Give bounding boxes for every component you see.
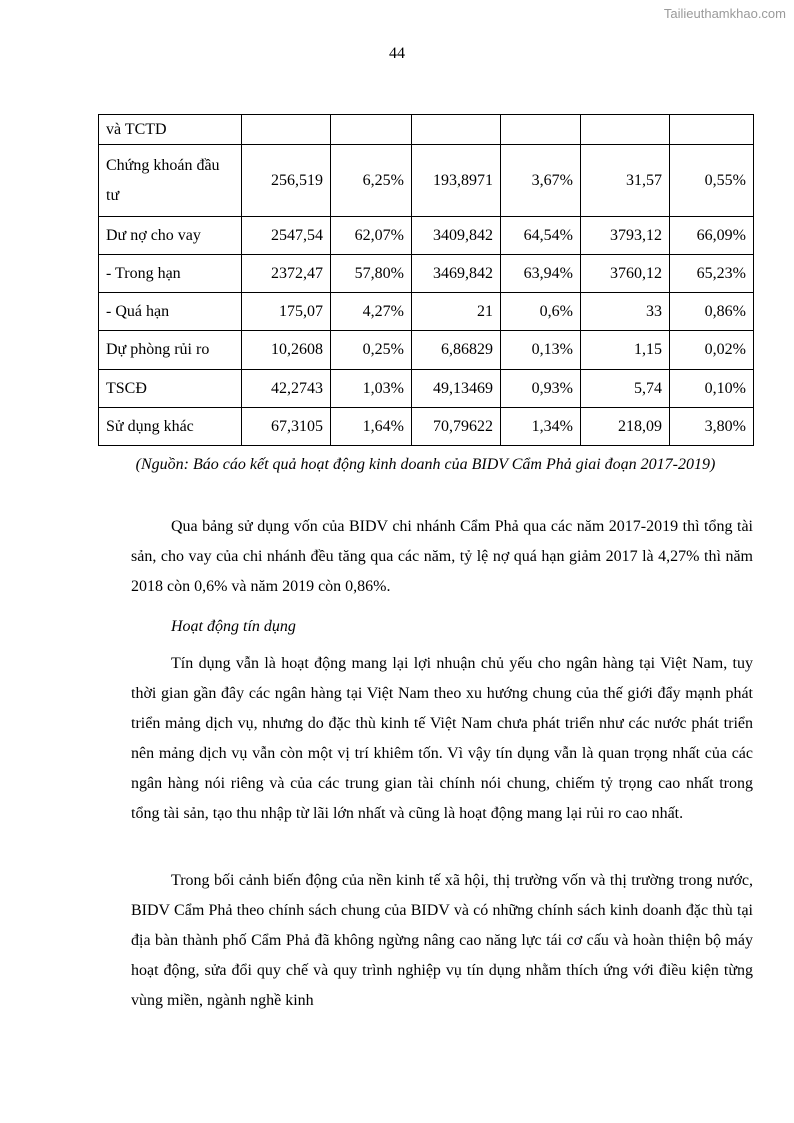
table-cell: 1,34%	[501, 408, 581, 446]
page-number: 44	[389, 45, 405, 62]
table-row	[99, 217, 754, 255]
paragraph	[131, 512, 753, 602]
table-cell: 67,3105	[242, 408, 331, 446]
table-cell: 0,55%	[670, 145, 754, 217]
table-cell: 3,67%	[501, 145, 581, 217]
table-cell: 1,15	[581, 331, 670, 370]
table-cell: 33	[581, 293, 670, 331]
table-cell: 256,519	[242, 145, 331, 217]
table-cell: 31,57	[581, 145, 670, 217]
table-cell: 3760,12	[581, 255, 670, 293]
table-cell	[501, 115, 581, 145]
table-cell: 0,6%	[501, 293, 581, 331]
table-cell: 63,94%	[501, 255, 581, 293]
table-cell: 2372,47	[242, 255, 331, 293]
table-cell: 3793,12	[581, 217, 670, 255]
paragraph-text: Qua bảng sử dụng vốn của BIDV chi nhánh Cẩm Phả qua các năm 2017-2019 thì tổng tài sản, cho vay của chi nhánh đều tăng qua các năm, tỷ lệ nợ quá hạn giảm 2017 là 4,27% thì năm 2018 còn 0,6% và năm 2019 còn 0,86%.	[131, 518, 753, 595]
row-label: Dự phòng rủi ro	[99, 331, 242, 370]
table-cell	[670, 115, 754, 145]
paragraph	[131, 649, 753, 829]
section-heading: Hoạt động tín dụng	[171, 618, 296, 635]
table-row	[99, 255, 754, 293]
table-row	[99, 408, 754, 446]
row-label: TSCĐ	[99, 370, 242, 408]
table-cell: 2547,54	[242, 217, 331, 255]
table-cell: 6,25%	[331, 145, 412, 217]
row-label: Sử dụng khác	[99, 408, 242, 446]
row-label: - Trong hạn	[99, 255, 242, 293]
table-cell	[581, 115, 670, 145]
table-cell: 3409,842	[412, 217, 501, 255]
table-cell: 6,86829	[412, 331, 501, 370]
table-cell: 65,23%	[670, 255, 754, 293]
paragraph-text: Tín dụng vẫn là hoạt động mang lại lợi nhuận chủ yếu cho ngân hàng tại Việt Nam, tuy thời gian gần đây các ngân hàng tại Việt Nam theo xu hướng chung của thế giới đẩy mạnh phát triển mảng dịch vụ, nhưng do đặc thù kinh tế Việt Nam chưa phát triển như các nước phát triển nên mảng dịch vụ vẫn còn một vị trí khiêm tốn. Vì vậy tín dụng vẫn là quan trọng nhất của các ngân hàng nói riêng và của các trung gian tài chính nói chung, chiếm tỷ trọng cao nhất trong tổng tài sản, tạo thu nhập từ lãi lớn nhất và cũng là hoạt động mang lại rủi ro cao nhất.	[131, 655, 753, 822]
table-cell: 1,03%	[331, 370, 412, 408]
table-row	[99, 115, 754, 145]
table-row	[99, 293, 754, 331]
table-cell: 1,64%	[331, 408, 412, 446]
table-cell: 218,09	[581, 408, 670, 446]
table-cell	[412, 115, 501, 145]
table-cell	[331, 115, 412, 145]
table-cell: 0,10%	[670, 370, 754, 408]
table-cell: 0,25%	[331, 331, 412, 370]
table-cell: 57,80%	[331, 255, 412, 293]
table-cell: 66,09%	[670, 217, 754, 255]
table-cell: 0,86%	[670, 293, 754, 331]
table-cell: 0,02%	[670, 331, 754, 370]
table-cell: 0,13%	[501, 331, 581, 370]
table-cell: 42,2743	[242, 370, 331, 408]
row-label: Chứng khoán đầu tư	[99, 145, 242, 217]
table-cell: 21	[412, 293, 501, 331]
table-source-note: (Nguồn: Báo cáo kết quả hoạt động kinh doanh của BIDV Cẩm Phả giai đoạn 2017-2019)	[135, 456, 716, 473]
row-label: Dư nợ cho vay	[99, 217, 242, 255]
table-cell: 3,80%	[670, 408, 754, 446]
row-label: - Quá hạn	[99, 293, 242, 331]
table-cell: 10,2608	[242, 331, 331, 370]
watermark: Tailieuthamkhao.com	[663, 6, 786, 21]
table-cell	[242, 115, 331, 145]
table-cell: 3469,842	[412, 255, 501, 293]
table-row	[99, 370, 754, 408]
table-row	[99, 145, 754, 217]
table-cell: 64,54%	[501, 217, 581, 255]
table-cell: 62,07%	[331, 217, 412, 255]
table-cell: 49,13469	[412, 370, 501, 408]
row-label: và TCTD	[99, 115, 242, 145]
table-cell: 175,07	[242, 293, 331, 331]
table-row	[99, 331, 754, 370]
table-cell: 4,27%	[331, 293, 412, 331]
table-cell: 193,8971	[412, 145, 501, 217]
paragraph-text: Trong bối cảnh biến động của nền kinh tế xã hội, thị trường vốn và thị trường trong nước, BIDV Cẩm Phả theo chính sách chung của BIDV và có những chính sách kinh doanh đặc thù tại địa bàn thành phố Cẩm Phả đã không ngừng nâng cao năng lực tái cơ cấu và hoàn thiện bộ máy hoạt động, sửa đổi quy chế và quy trình nghiệp vụ tín dụng nhằm thích ứng với điều kiện từng vùng miền, ngành nghề kinh	[131, 872, 753, 1009]
table-cell: 0,93%	[501, 370, 581, 408]
capital-usage-table	[98, 114, 754, 446]
paragraph	[131, 866, 753, 1016]
table-cell: 5,74	[581, 370, 670, 408]
table-cell: 70,79622	[412, 408, 501, 446]
